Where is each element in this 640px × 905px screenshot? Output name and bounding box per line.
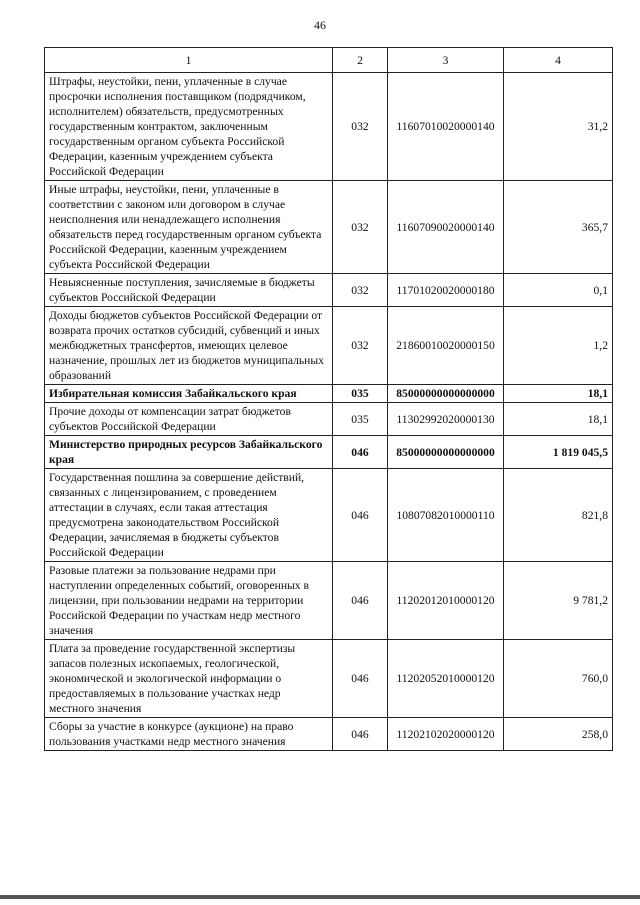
row-kbk: 11202102020000120 <box>388 718 504 751</box>
row-code: 032 <box>333 181 388 274</box>
row-name: Министерство природных ресурсов Забайкальского края <box>45 436 333 469</box>
row-kbk: 11302992020000130 <box>388 403 504 436</box>
row-kbk: 85000000000000000 <box>388 436 504 469</box>
row-name: Плата за проведение государственной экспертизы запасов полезных ископаемых, геологической, экономической и экологической информации о предоставляемых в пользование участках недр местного значения <box>45 640 333 718</box>
table-row <box>45 562 613 640</box>
row-amount: 0,1 <box>504 274 613 307</box>
row-kbk: 11202012010000120 <box>388 562 504 640</box>
row-code: 035 <box>333 385 388 403</box>
header-col-2: 2 <box>333 48 388 73</box>
row-code: 046 <box>333 436 388 469</box>
row-name: Государственная пошлина за совершение действий, связанных с лицензированием, с проведением аттестации в случаях, если такая аттестация предусмотрена законодательством Российской Федерации, зачисляемая в бюджеты субъектов Российской Федерации <box>45 469 333 562</box>
row-name: Иные штрафы, неустойки, пени, уплаченные в соответствии с законом или договором в случае неисполнения или ненадлежащего исполнения обязательств перед государственным органом субъекта Российской Федерации, казенным учреждением субъекта Российской Федерации <box>45 181 333 274</box>
row-code: 046 <box>333 469 388 562</box>
row-name: Штрафы, неустойки, пени, уплаченные в случае просрочки исполнения поставщиком (подрядчиком, исполнителем) обязательств, предусмотренных государственным контрактом, заключенным государственным органом субъекта Российской Федерации, казенным учреждением субъекта Российской Федерации <box>45 73 333 181</box>
row-code: 046 <box>333 562 388 640</box>
table-row <box>45 469 613 562</box>
table-row <box>45 436 613 469</box>
row-amount: 18,1 <box>504 385 613 403</box>
bottom-rule <box>0 895 640 899</box>
row-kbk: 10807082010000110 <box>388 469 504 562</box>
revenue-table <box>44 47 613 751</box>
page-number: 46 <box>314 18 326 32</box>
table-row <box>45 73 613 181</box>
row-amount: 31,2 <box>504 73 613 181</box>
table-row <box>45 181 613 274</box>
header-col-3: 3 <box>388 48 504 73</box>
row-name: Избирательная комиссия Забайкальского края <box>45 385 333 403</box>
row-kbk: 11202052010000120 <box>388 640 504 718</box>
row-name: Невыясненные поступления, зачисляемые в бюджеты субъектов Российской Федерации <box>45 274 333 307</box>
row-amount: 365,7 <box>504 181 613 274</box>
row-amount: 1,2 <box>504 307 613 385</box>
row-amount: 258,0 <box>504 718 613 751</box>
row-kbk: 11701020020000180 <box>388 274 504 307</box>
row-code: 046 <box>333 718 388 751</box>
row-amount: 9 781,2 <box>504 562 613 640</box>
row-kbk: 11607090020000140 <box>388 181 504 274</box>
row-kbk: 21860010020000150 <box>388 307 504 385</box>
row-code: 035 <box>333 403 388 436</box>
table-row <box>45 718 613 751</box>
row-code: 032 <box>333 73 388 181</box>
header-col-1: 1 <box>45 48 333 73</box>
table-row <box>45 274 613 307</box>
header-row <box>45 48 613 73</box>
row-code: 032 <box>333 274 388 307</box>
header-col-4: 4 <box>504 48 613 73</box>
row-name: Сборы за участие в конкурсе (аукционе) на право пользования участками недр местного значения <box>45 718 333 751</box>
row-amount: 1 819 045,5 <box>504 436 613 469</box>
row-kbk: 11607010020000140 <box>388 73 504 181</box>
row-code: 032 <box>333 307 388 385</box>
row-name: Доходы бюджетов субъектов Российской Федерации от возврата прочих остатков субсидий, субвенций и иных межбюджетных трансфертов, имеющих целевое назначение, прошлых лет из бюджетов муниципальных образований <box>45 307 333 385</box>
row-name: Прочие доходы от компенсации затрат бюджетов субъектов Российской Федерации <box>45 403 333 436</box>
row-kbk: 85000000000000000 <box>388 385 504 403</box>
row-amount: 821,8 <box>504 469 613 562</box>
row-name: Разовые платежи за пользование недрами при наступлении определенных событий, оговоренных в лицензии, при пользовании недрами на территории Российской Федерации по участкам недр местного значения <box>45 562 333 640</box>
table-row <box>45 307 613 385</box>
row-amount: 760,0 <box>504 640 613 718</box>
row-amount: 18,1 <box>504 403 613 436</box>
row-code: 046 <box>333 640 388 718</box>
table-row <box>45 640 613 718</box>
table-row <box>45 403 613 436</box>
table-row <box>45 385 613 403</box>
